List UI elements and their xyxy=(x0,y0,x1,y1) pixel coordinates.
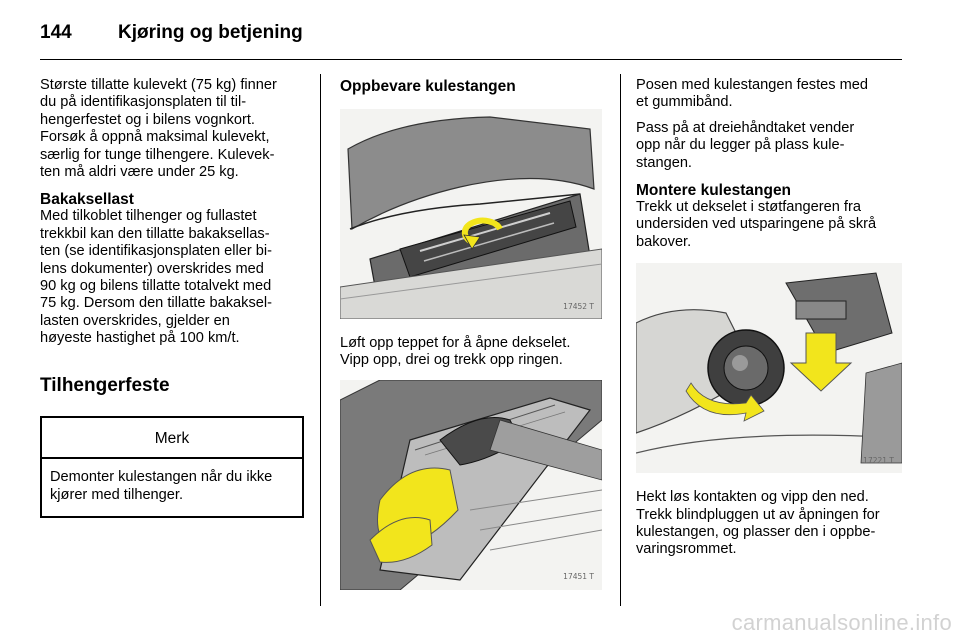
note-title: Merk xyxy=(42,418,302,459)
intro-paragraph: Største tillatte kulevekt (75 kg) finner du på identifikasjonsplaten til til- hengerfestet og i bilens vognkort. Forsøk å oppnå maksimal kulevekt, særlig for tunge tilhengere. Kulevek- ten må aldri være under 25 kg. xyxy=(40,77,277,181)
figure-bumper-socket xyxy=(636,263,902,473)
rear-axle-paragraph: Med tilkoblet tilhenger og fullastet trekkbil kan den tillatte bakaksellas- ten (se identifikasjonsplaten eller bi- lens dokumenter) overskrides med 90 kg og bilens tillatte totalvekt med 75 kg. Dersom den tillatte bakaksel- lasten overskrides, gjelder en høyeste hastighet på 100 km/t. xyxy=(40,208,273,347)
storage-caption: Løft opp teppet for å åpne dekselet. Vipp opp, drei og trekk opp ringen. xyxy=(340,335,571,369)
figure-tow-bar-bag xyxy=(340,380,602,590)
figure-trunk-floor xyxy=(340,109,602,319)
page-number: 144 xyxy=(40,22,72,43)
mount-paragraph: Trekk ut dekselet i støtfangeren fra undersiden ved utsparingene på skrå bakover. xyxy=(636,199,877,250)
plug-paragraph: Hekt løs kontakten og vipp den ned. Trekk blindpluggen ut av åpningen for kulestangen, og plasser den i oppbe- varingsrommet. xyxy=(636,489,880,558)
figure-code: 17452 T xyxy=(563,301,594,311)
column-3 xyxy=(636,77,904,559)
column-divider-2 xyxy=(620,74,621,606)
column-2 xyxy=(340,77,605,590)
towbar-heading: Tilhengerfeste xyxy=(40,374,170,396)
page-header xyxy=(40,22,303,52)
header-divider xyxy=(40,59,902,60)
handle-paragraph: Pass på at dreiehåndtaket vender opp når du legger på plass kule- stangen. xyxy=(636,119,855,171)
storage-heading: Oppbevare kulestangen xyxy=(340,78,516,95)
bag-paragraph: Posen med kulestangen festes med et gummibånd. xyxy=(636,77,869,111)
note-box xyxy=(40,416,304,518)
watermark: carmanualsonline.info xyxy=(731,610,952,635)
column-1 xyxy=(40,77,304,518)
figure-code: 17221 T xyxy=(863,455,894,465)
note-body: Demonter kulestangen når du ikke kjører med tilhenger. xyxy=(50,469,273,503)
mount-heading: Montere kulestangen xyxy=(636,182,792,200)
column-divider-1 xyxy=(320,74,321,606)
rear-axle-heading: Bakaksellast xyxy=(40,191,134,209)
chapter-title: Kjøring og betjening xyxy=(118,22,303,43)
figure-code: 17451 T xyxy=(563,572,594,582)
